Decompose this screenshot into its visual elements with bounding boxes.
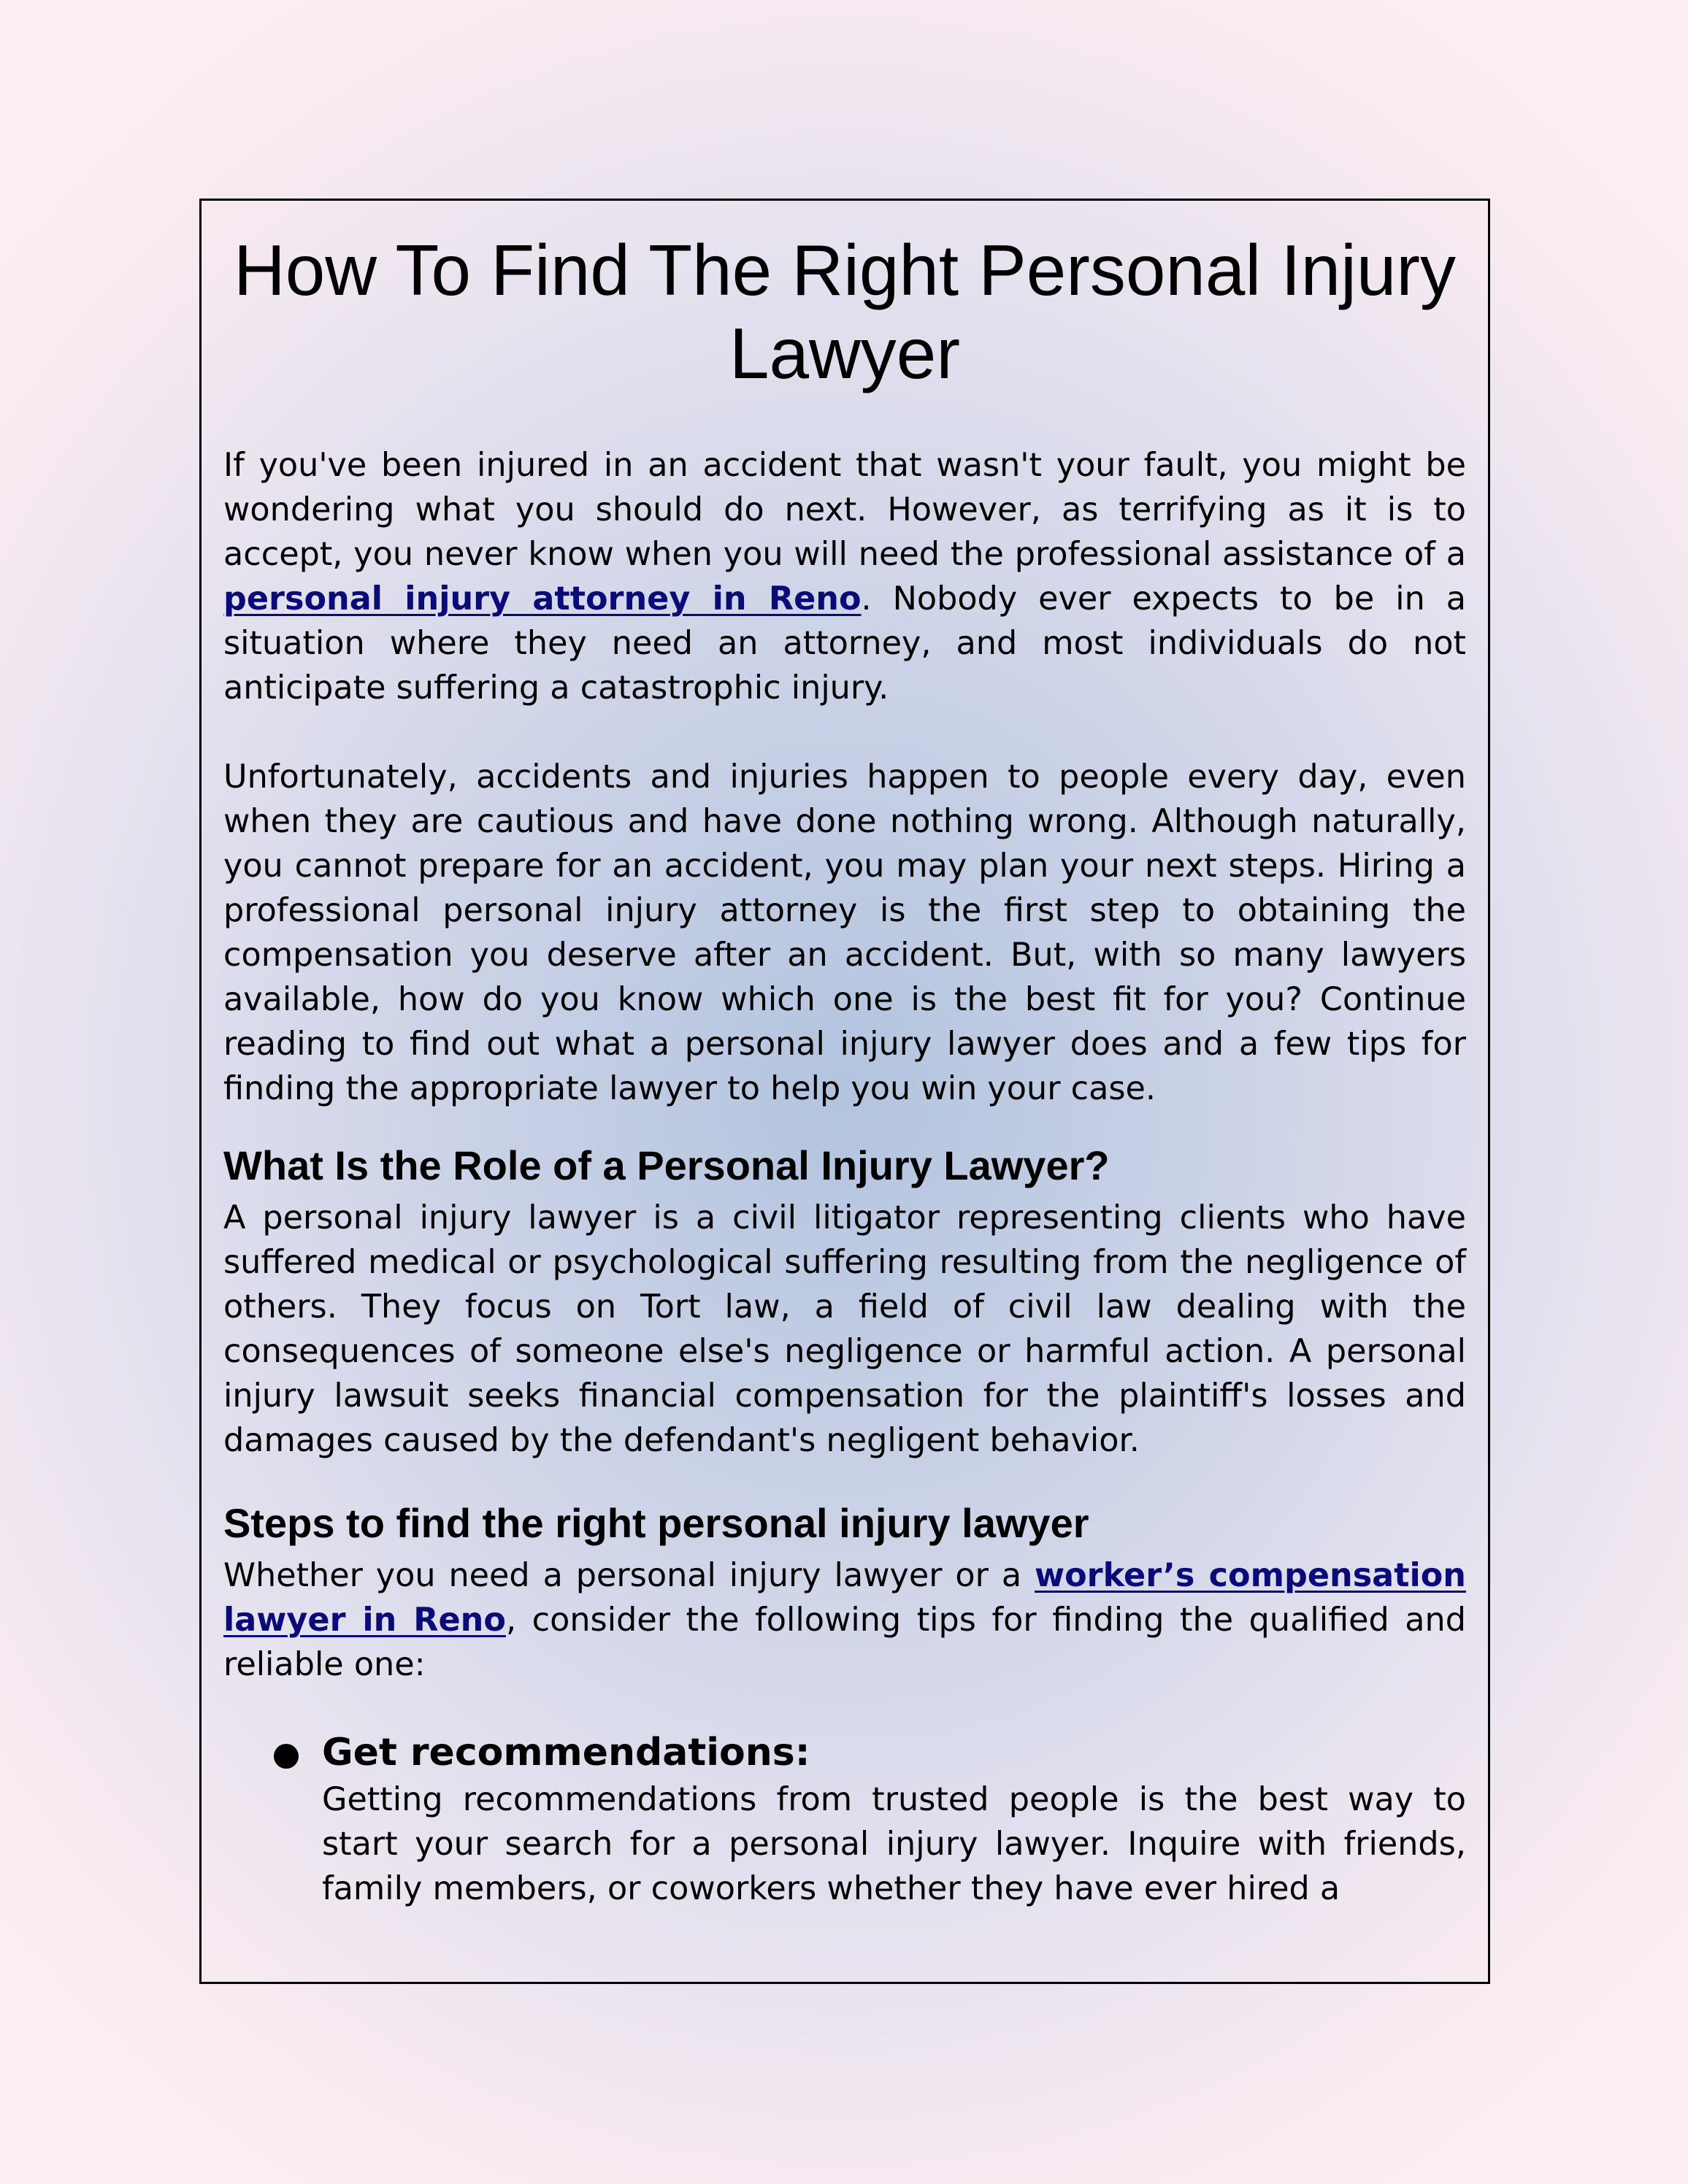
role-paragraph: A personal injury lawyer is a civil litigator representing clients who have suffered medical or psychological suffering resulting from the negligence of others. They focus on Tort law, a field of civil law dealing with the consequences of someone else's negligence or harmful action. A personal injury lawsuit seeks financial compensation for the plaintiff's losses and damages caused by the defendant's negligent behavior. [223, 1199, 1466, 1459]
page-title: How To Find The Right Personal Injury Lawyer [233, 230, 1457, 393]
workers-compensation-lawyer-link[interactable]: worker’s compensation lawyer in Reno [223, 1557, 1466, 1639]
steps-text-after-link: , consider the following tips for finding the qualified and reliable one: [223, 1602, 1466, 1683]
list-item [322, 1728, 1466, 1911]
personal-injury-attorney-link[interactable]: personal injury attorney in Reno [223, 580, 862, 618]
steps-paragraph [223, 1553, 1466, 1687]
intro-paragraph-2: Unfortunately, accidents and injuries happen to people every day, even when they are cautious and have done nothing wrong. Although naturally, you cannot prepare for an accident, you may plan your next steps. Hiring a professional personal injury attorney is the first step to obtaining the compensation you deserve after an accident. But, with so many lawyers available, how do you know which one is the best fit for you? Continue reading to find out what a personal injury lawyer does and a few tips for finding the appropriate lawyer to help you win your case. [223, 758, 1466, 1107]
intro-text-after-link: . Nobody ever expects to be in a situation where they need an attorney, and most individuals do not anticipate suffering a catastrophic injury. [223, 580, 1466, 707]
bullet-icon [274, 1744, 299, 1769]
intro-paragraph-1 [223, 443, 1466, 710]
steps-heading: Steps to find the right personal injury lawyer [223, 1500, 1089, 1546]
role-heading: What Is the Role of a Personal Injury Lawyer? [223, 1142, 1110, 1188]
tip-text: Getting recommendations from trusted people is the best way to start your search for a personal injury lawyer. Inquire with friends, family members, or coworkers whether they have ever hired a [322, 1781, 1466, 1907]
intro-text-before-link: If you've been injured in an accident that wasn't your fault, you might be wondering what you should do next. However, as terrifying as it is to accept, you never know when you will need the professional assistance of a [223, 447, 1466, 573]
tip-title: Get recommendations: [322, 1731, 810, 1774]
tips-list [223, 1728, 1466, 1911]
steps-text-before-link: Whether you need a personal injury lawyer or a [223, 1557, 1035, 1594]
document-content [223, 201, 1466, 1911]
document-page [199, 199, 1490, 1984]
